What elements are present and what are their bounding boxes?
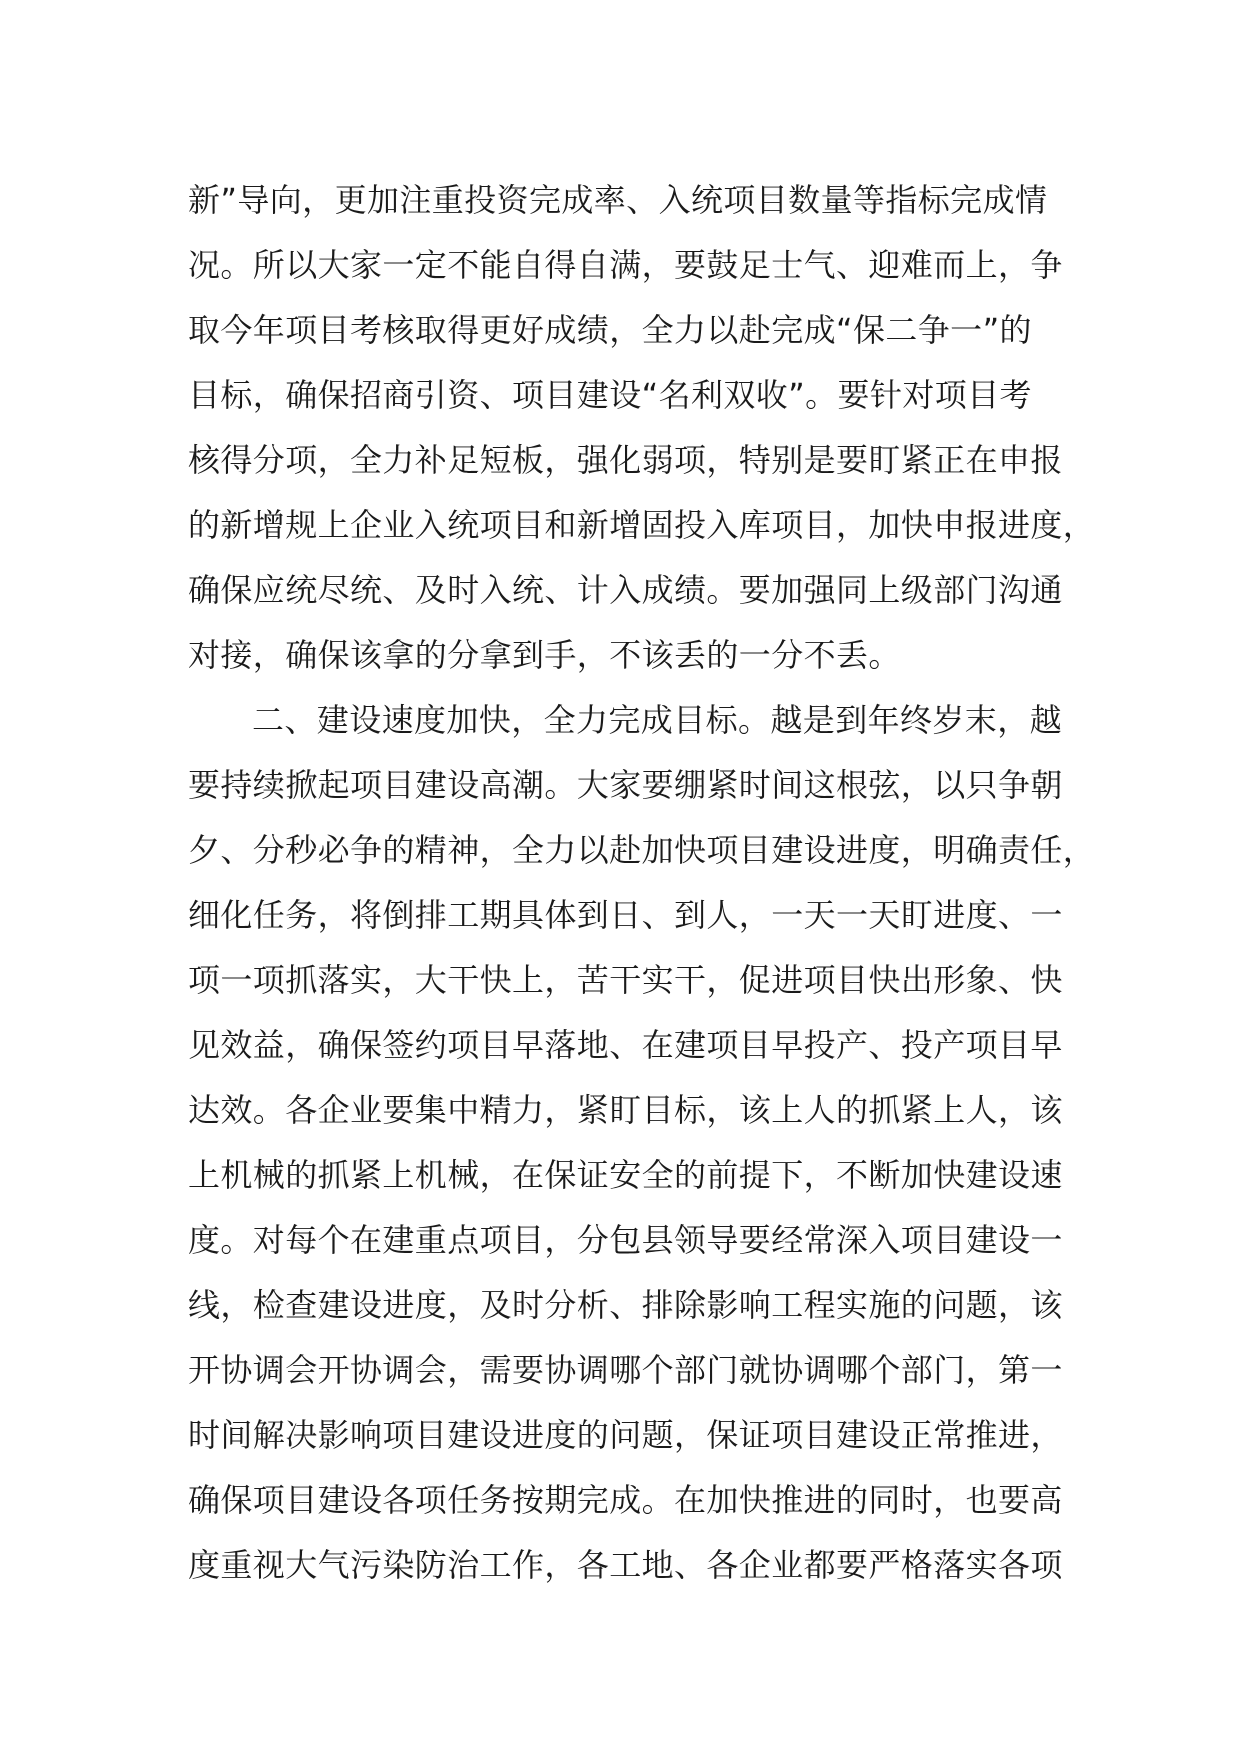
text-line: 项一项抓落实，大干快上，苦干实干，促进项目快出形象、快 (188, 961, 1063, 999)
text-line: 况。所以大家一定不能自得自满，要鼓足士气、迎难而上，争 (188, 246, 1063, 284)
text-line: 确保项目建设各项任务按期完成。在加快推进的同时，也要高 (188, 1481, 1063, 1519)
text-line: 的新增规上企业入统项目和新增固投入库项目，加快申报进度， (188, 506, 1096, 544)
text-line: 见效益，确保签约项目早落地、在建项目早投产、投产项目早 (188, 1026, 1063, 1064)
text-line: 目标，确保招商引资、项目建设“名利双收”。要针对项目考 (188, 376, 1032, 414)
text-line: 确保应统尽统、及时入统、计入成绩。要加强同上级部门沟通 (188, 571, 1063, 609)
text-line: 达效。各企业要集中精力，紧盯目标，该上人的抓紧上人，该 (188, 1091, 1063, 1129)
text-line: 上机械的抓紧上机械，在保证安全的前提下，不断加快建设速 (188, 1156, 1063, 1194)
body-text (188, 168, 1096, 1598)
section-heading-line: 二、建设速度加快，全力完成目标。越是到年终岁末，越 (252, 701, 1063, 739)
text-line: 核得分项，全力补足短板，强化弱项，特别是要盯紧正在申报 (188, 441, 1063, 479)
text-line: 度。对每个在建重点项目，分包县领导要经常深入项目建设一 (188, 1221, 1063, 1259)
text-line: 对接，确保该拿的分拿到手，不该丢的一分不丢。 (188, 636, 901, 674)
text-line: 线，检查建设进度，及时分析、排除影响工程实施的问题，该 (188, 1286, 1063, 1324)
text-line: 度重视大气污染防治工作，各工地、各企业都要严格落实各项 (188, 1546, 1063, 1584)
text-line: 时间解决影响项目建设进度的问题，保证项目建设正常推进， (188, 1416, 1063, 1454)
text-line: 取今年项目考核取得更好成绩，全力以赴完成“保二争一”的 (188, 311, 1032, 349)
text-line: 要持续掀起项目建设高潮。大家要绷紧时间这根弦，以只争朝 (188, 766, 1063, 804)
text-line: 开协调会开协调会，需要协调哪个部门就协调哪个部门，第一 (188, 1351, 1063, 1389)
text-line: 新”导向，更加注重投资完成率、入统项目数量等指标完成情 (188, 181, 1048, 219)
text-line: 夕、分秒必争的精神，全力以赴加快项目建设进度，明确责任， (188, 831, 1096, 869)
text-line: 细化任务，将倒排工期具体到日、到人，一天一天盯进度、一 (188, 896, 1063, 934)
